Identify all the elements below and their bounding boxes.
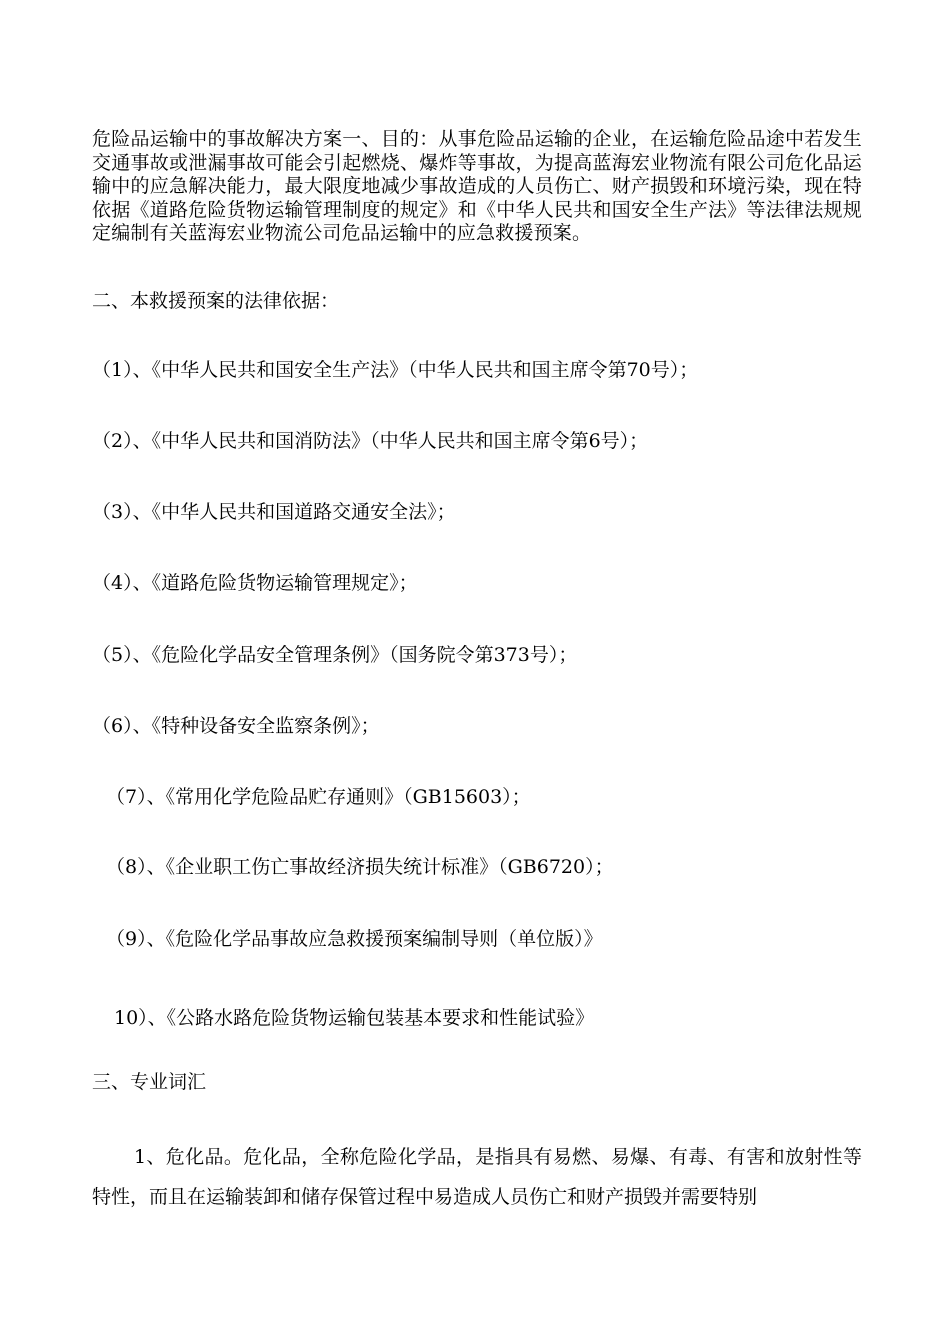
law-item-1: （1）、《中华人民共和国安全生产法》（中华人民共和国主席令第70号）； <box>92 359 699 381</box>
section-2-heading: 二、本救援预案的法律依据： <box>92 290 340 312</box>
law-item-8: （8）、《企业职工伤亡事故经济损失统计标准》（GB6720）； <box>106 856 614 878</box>
law-item-4: （4）、《道路危险货物运输管理规定》； <box>92 572 418 594</box>
law-item-6: （6）、《特种设备安全监察条例》； <box>92 715 380 737</box>
section-3-heading: 三、专业词汇 <box>92 1071 207 1093</box>
law-item-2: （2）、《中华人民共和国消防法》（中华人民共和国主席令第6号）； <box>92 430 649 452</box>
law-item-9: （9）、《危险化学品事故应急救援预案编制导则（单位版）》 <box>106 928 603 950</box>
intro-paragraph: 危险品运输中的事故解决方案一、目的：从事危险品运输的企业，在运输危险品途中若发生交通事故或泄漏事故可能会引起燃烧、爆炸等事故，为提高蓝海宏业物流有限公司危化品运输中的应急解决能力，最大限度地减少事故造成的人员伤亡、财产损毁和环境污染，现在特依据《道路危险货物运输管理制度的规定》和《中华人民共和国安全生产法》等法律法规规定编制有关蓝海宏业物流公司危品运输中的应急救援预案。 <box>92 128 862 244</box>
law-item-3: （3）、《中华人民共和国道路交通安全法》； <box>92 501 456 523</box>
definition-paragraph: 1、危化品。危化品，全称危险化学品，是指具有易燃、易爆、有毒、有害和放射性等特性，而且在运输装卸和储存保管过程中易造成人员伤亡和财产损毁并需要特别 <box>92 1146 862 1208</box>
law-item-10: 10）、《公路水路危险货物运输包装基本要求和性能试验》 <box>114 1007 595 1029</box>
law-item-5: （5）、《危险化学品安全管理条例》（国务院令第373号）； <box>92 644 578 666</box>
law-item-7: （7）、《常用化学危险品贮存通则》（GB15603）； <box>106 786 531 808</box>
